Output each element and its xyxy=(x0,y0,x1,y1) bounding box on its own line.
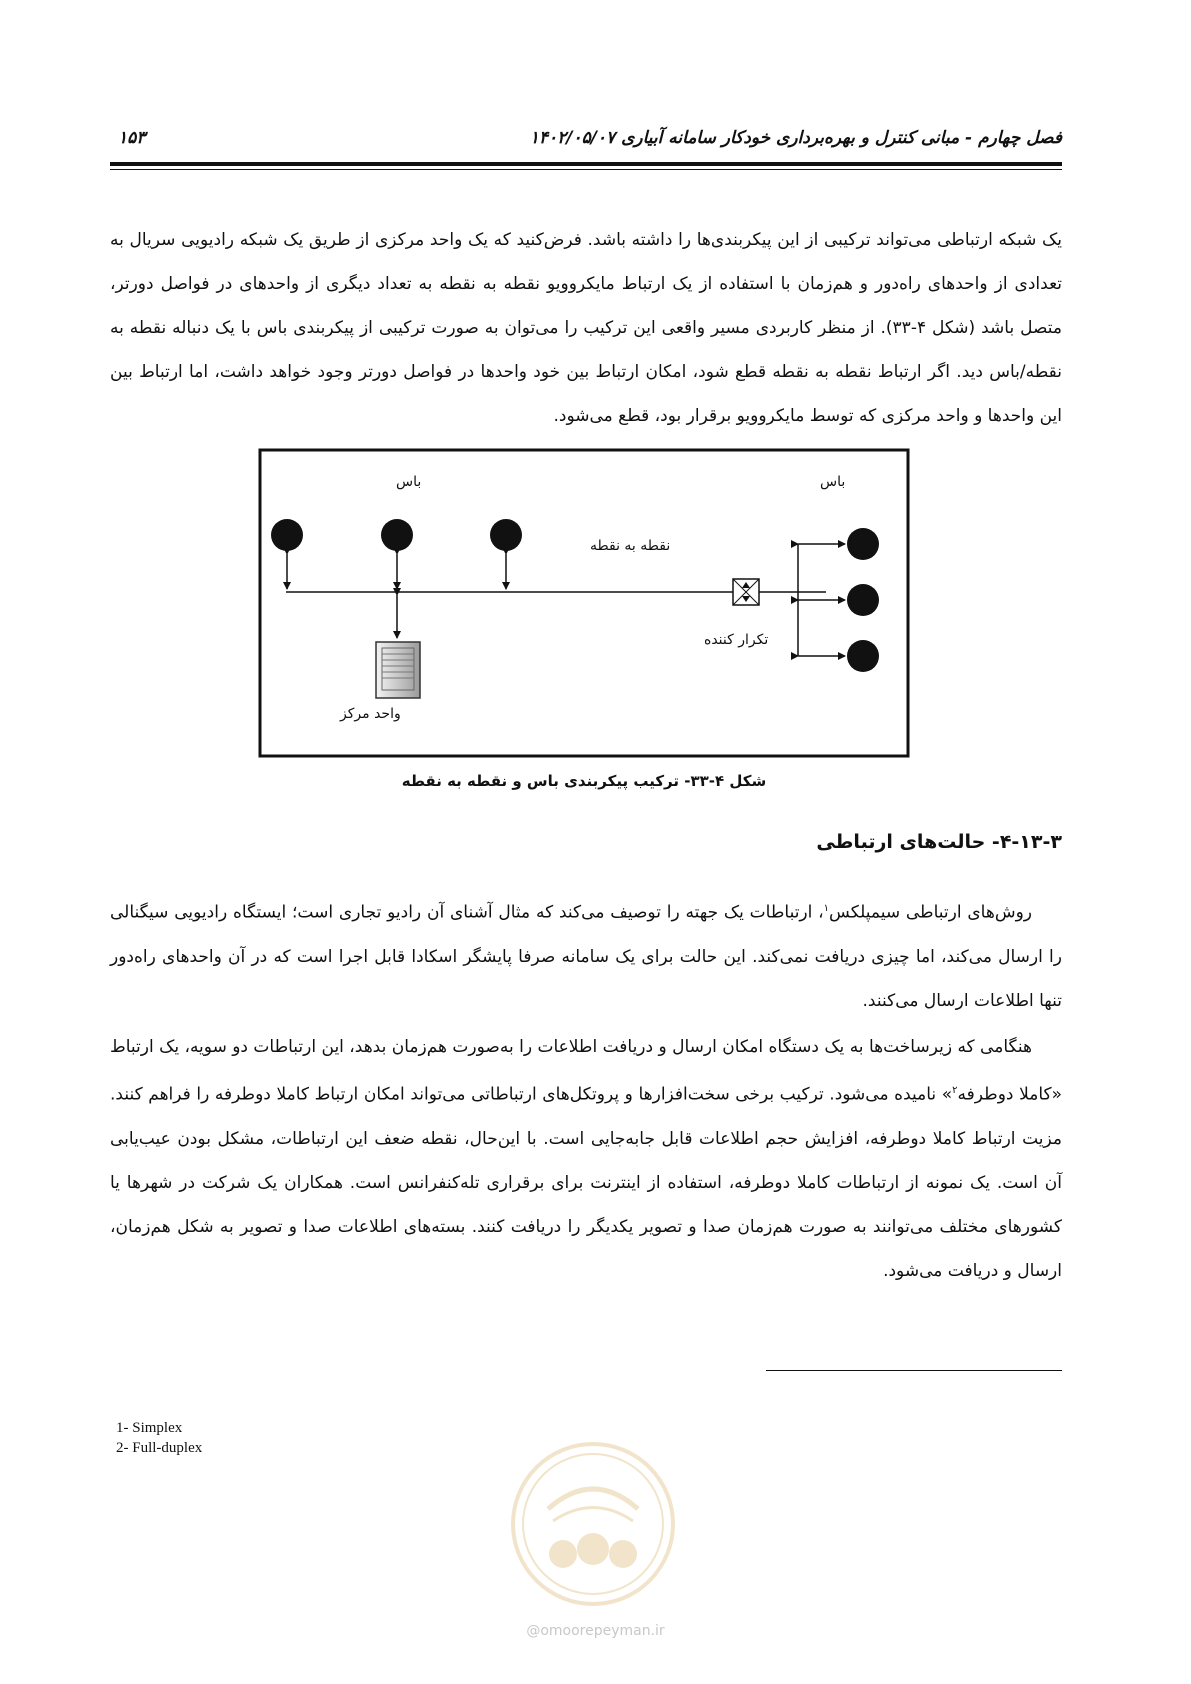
footnote-1: 1- Simplex xyxy=(116,1420,183,1436)
page-number: ۱۵۳ xyxy=(118,128,146,148)
page-header xyxy=(110,128,1062,160)
footnote-ref-2: ۲ xyxy=(952,1085,958,1096)
footnote-2: 2- Full-duplex xyxy=(116,1440,203,1456)
label-repeater: تکرار کننده xyxy=(704,632,769,648)
remote-node-1 xyxy=(847,528,879,560)
label-bus-right: باس xyxy=(820,474,846,490)
footnote-ref-1: ۱ xyxy=(823,903,830,914)
remote-node-3 xyxy=(847,640,879,672)
figure-bus-point-to-point xyxy=(258,448,910,758)
repeater-icon xyxy=(733,579,759,605)
paragraph-simplex-part2: ، ارتباطات یک جهته را توصیف می‌کند که مثال آشنای آن رادیو تجاری است؛ ایستگاه رادیویی سیگنالی را ارسال می‌کند، اما چیزی دریافت نمی‌کند. این حالت برای یک سامانه صرفا پایشگر اسکادا قابل اجرا است که در آن واحدهای راه‌دور تنها اطلاعات ارسال می‌کنند. xyxy=(110,902,1062,1011)
server-icon xyxy=(376,642,420,698)
header-rule-thin xyxy=(110,169,1062,170)
paragraph-intro: یک شبکه ارتباطی می‌تواند ترکیبی از این پیکربندی‌ها را داشته باشد. فرض‌کنید که یک واحد مرکزی از طریق یک شبکه رادیویی سریال به تعدادی از واحدهای راه‌دور و هم‌زمان با استفاده از یک ارتباط مایکروویو نقطه به نقطه به تعداد دیگری از واحدهای در فواصل دورتر، متصل باشد (شکل ۴-۳۳). از منظر کاربردی مسیر واقعی این ترکیب را می‌توان به صورت ترکیبی از پیکربندی باس با یک دنباله نقطه به نقطه/باس دید. اگر ارتباط نقطه به نقطه قطع شود، امکان ارتباط بین خود واحدها در فواصل دورتر وجود خواهد داشت، اما ارتباط بین این واحدها و واحد مرکزی که توسط مایکروویو برقرار بود، قطع می‌شود. xyxy=(110,230,1062,426)
header-rule-thick xyxy=(110,162,1062,166)
watermark-logo-icon xyxy=(508,1439,678,1609)
remote-node-2 xyxy=(847,584,879,616)
paragraph-full-duplex-part2: » نامیده می‌شود. ترکیب برخی سخت‌افزارها و پروتکل‌های ارتباطاتی می‌تواند امکان ارتباط کاملا دوطرفه را فراهم کنند. مزیت ارتباط کاملا دوطرفه، افزایش حجم اطلاعات قابل جابه‌جایی است. با این‌حال، نقطه ضعف این ارتباطات، مشکل بودن عیب‌یابی آن است. یک نمونه از ارتباطات کاملا دوطرفه، استفاده از اینترنت برای برقراری تله‌کنفرانس است. همکاران یک شرکت در شهرها یا کشورهای مختلف می‌توانند به صورت هم‌زمان صدا و تصویر یکدیگر را دریافت کنند. بسته‌های اطلاعات صدا و تصویر به شکل هم‌زمان، ارسال و دریافت می‌شود. xyxy=(110,1084,1062,1281)
footnote-separator xyxy=(766,1370,1062,1371)
footnotes xyxy=(116,1418,202,1458)
bus-node-2 xyxy=(381,519,413,551)
header-title: فصل چهارم - مبانی کنترل و بهره‌برداری خودکار سامانه آبیاری ۱۴۰۲/۰۵/۰۷ xyxy=(529,128,1062,148)
paragraph-full-duplex xyxy=(110,1025,1062,1293)
label-point-to-point: نقطه به نقطه xyxy=(590,538,671,554)
section-heading: ۴-۱۳-۳- حالت‌های ارتباطی xyxy=(816,831,1062,853)
bus-node-3 xyxy=(490,519,522,551)
figure-caption: شکل ۴-۳۳- ترکیب پیکربندی باس و نقطه به نقطه xyxy=(401,772,767,790)
label-bus-left: باس xyxy=(396,474,422,490)
paragraph-simplex xyxy=(110,887,1062,1023)
paragraph-simplex-part1: روش‌های ارتباطی سیمپلکس xyxy=(829,902,1033,923)
bus-node-1 xyxy=(271,519,303,551)
label-central-unit: واحد مرکز xyxy=(340,706,401,722)
watermark-url: @omoorepeyman.ir xyxy=(526,1623,665,1639)
paragraph-full-duplex-part1: هنگامی که زیرساخت‌ها به یک دستگاه امکان ارسال و دریافت اطلاعات را به‌صورت هم‌زمان بدهد، این ارتباطات دو سویه، یک ارتباط «کاملا دوطرفه xyxy=(110,1037,1063,1105)
